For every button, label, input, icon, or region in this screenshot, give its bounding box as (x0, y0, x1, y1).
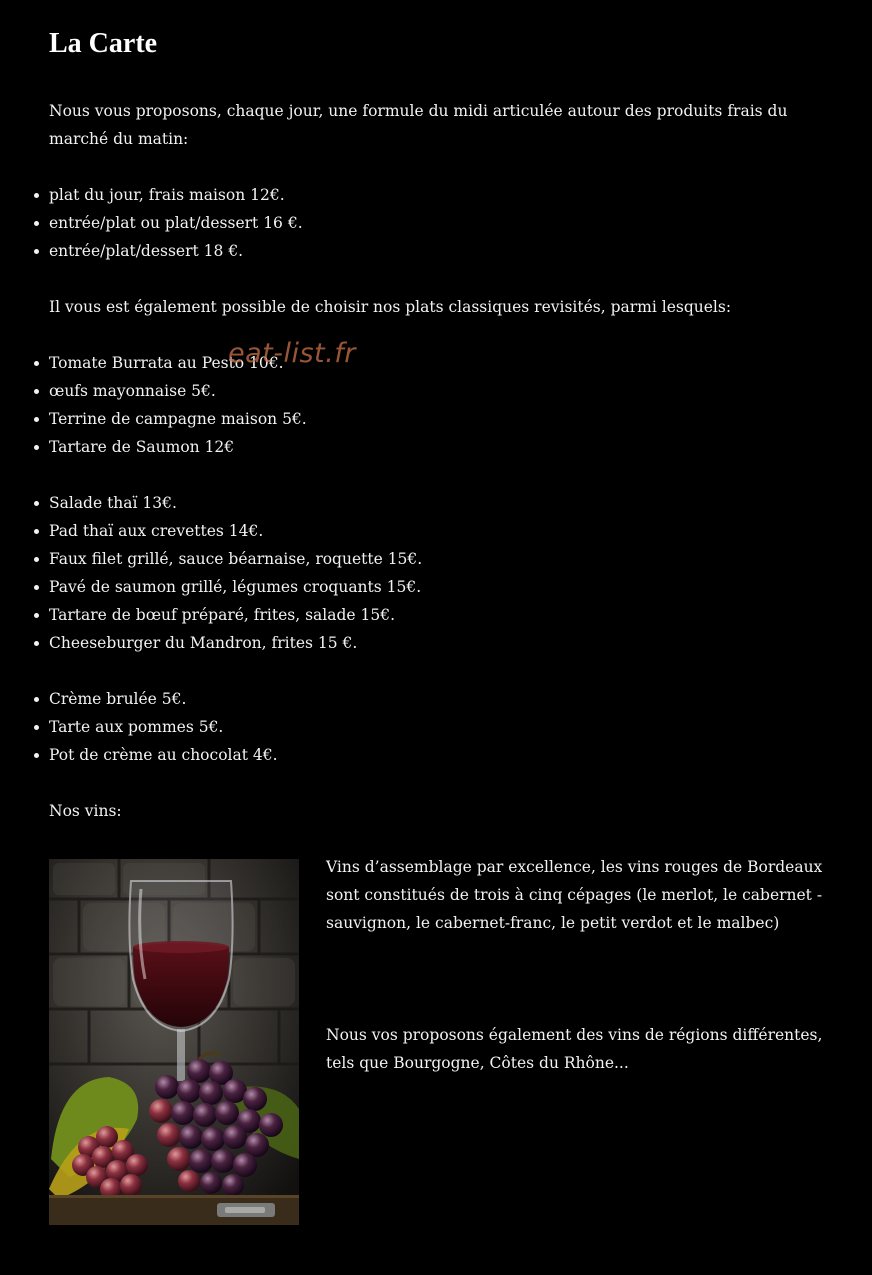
list-item: Crème brulée 5€. (49, 685, 278, 713)
formules-list (49, 181, 303, 265)
list-item: Pavé de saumon grillé, légumes croquants 15€. (49, 573, 422, 601)
wine-glass-photo (49, 859, 299, 1225)
list-item: Tarte aux pommes 5€. (49, 713, 278, 741)
list-item: Terrine de campagne maison 5€. (49, 405, 307, 433)
list-item: Faux filet grillé, sauce béarnaise, roquette 15€. (49, 545, 422, 573)
list-item: Cheeseburger du Mandron, frites 15 €. (49, 629, 422, 657)
list-item: Pot de crème au chocolat 4€. (49, 741, 278, 769)
page-title: La Carte (49, 28, 158, 59)
classiques-intro: Il vous est également possible de choisir nos plats classiques revisités, parmi lesquels: (49, 298, 732, 316)
desserts-list (49, 685, 278, 769)
intro-paragraph: Nous vous proposons, chaque jour, une formule du midi articulée autour des produits frais du marché du matin: (49, 102, 788, 148)
list-item: œufs mayonnaise 5€. (49, 377, 307, 405)
list-item: Pad thaï aux crevettes 14€. (49, 517, 422, 545)
vins-regions-text: Nous vos proposons également des vins de régions différentes, tels que Bourgogne, Côtes du Rhône... (326, 1026, 823, 1072)
vins-heading: Nos vins: (49, 802, 122, 820)
list-item: Tartare de Saumon 12€ (49, 433, 307, 461)
vins-bordeaux-text: Vins d’assemblage par excellence, les vins rouges de Bordeaux sont constitués de trois à cinq cépages (le merlot, le cabernet - sauvignon, le cabernet-franc, le petit verdot et le malbec) (326, 858, 823, 932)
watermark: eat-list.fr (228, 338, 356, 369)
list-item: plat du jour, frais maison 12€. (49, 181, 303, 209)
list-item: Tartare de bœuf préparé, frites, salade 15€. (49, 601, 422, 629)
list-item: Salade thaï 13€. (49, 489, 422, 517)
list-item: Tomate Burrata au Pesto 10€. (49, 349, 307, 377)
plats-list (49, 489, 422, 657)
list-item: entrée/plat ou plat/dessert 16 €. (49, 209, 303, 237)
list-item: entrée/plat/dessert 18 €. (49, 237, 303, 265)
